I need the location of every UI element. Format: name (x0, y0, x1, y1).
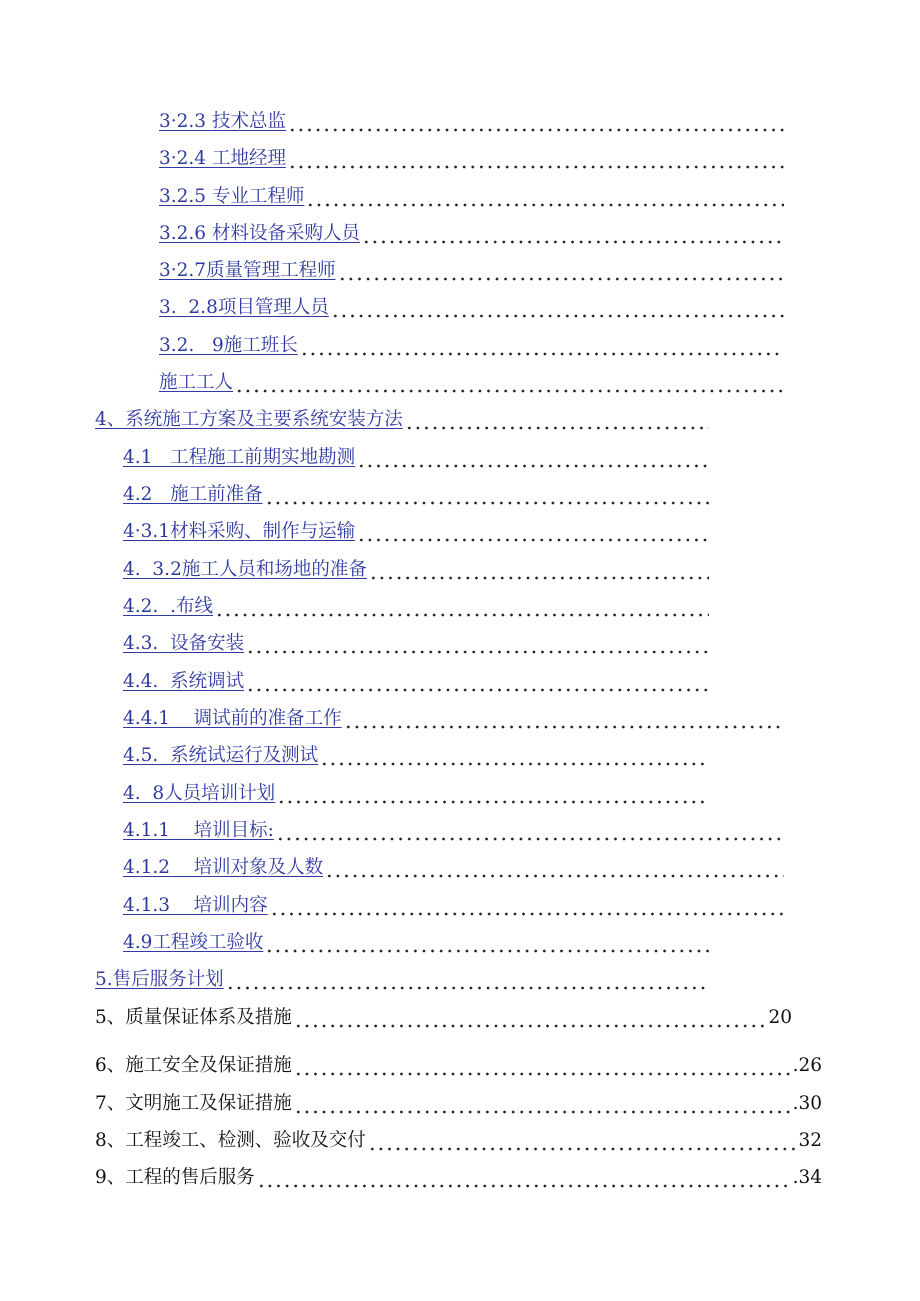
toc-dot-leader (257, 1166, 791, 1190)
toc-entry-label[interactable]: 5.售后服务计划 (95, 969, 224, 990)
toc-dot-leader (344, 707, 784, 731)
toc-dot-leader (294, 1054, 791, 1078)
toc-entry[interactable] (159, 106, 786, 134)
toc-entry[interactable] (123, 815, 786, 843)
toc-entry-label[interactable]: 4·3.1材料采购、制作与运输 (123, 521, 356, 542)
toc-entry-label[interactable]: 3·2.4 工地经理 (159, 148, 286, 169)
toc-dot-leader (357, 446, 709, 470)
toc-dot-leader (368, 1129, 797, 1153)
toc-entry-label[interactable]: 4. 8人员培训计划 (123, 783, 276, 804)
toc-dot-leader (288, 110, 784, 134)
toc-entry[interactable] (159, 292, 786, 320)
toc-entry[interactable] (123, 666, 711, 694)
toc-entry (95, 1088, 822, 1116)
toc-dot-leader (300, 334, 784, 358)
toc-dot-leader (331, 296, 784, 320)
toc-entry[interactable] (159, 143, 786, 171)
toc-entry[interactable] (159, 255, 786, 283)
toc-entry (95, 1002, 792, 1030)
toc-entry-label: 9、工程的售后服务 (95, 1167, 255, 1188)
toc-entry-label: 7、文明施工及保证措施 (95, 1093, 292, 1114)
toc-entry-label[interactable]: 4.4. 系统调试 (123, 671, 245, 692)
toc-entry[interactable] (95, 404, 711, 432)
toc-entry[interactable] (123, 890, 786, 918)
toc-entry-label[interactable]: 3. 2.8项目管理人员 (159, 297, 329, 318)
toc-entry[interactable] (159, 181, 786, 209)
toc-dot-leader (357, 520, 709, 544)
toc-entry[interactable] (123, 628, 711, 656)
toc-entry-label[interactable]: 4.1.3 培训内容 (123, 895, 268, 916)
toc-dot-leader (405, 408, 709, 432)
toc-dot-leader (320, 744, 709, 768)
toc-dot-leader (226, 968, 709, 992)
toc-entry-label[interactable]: 4.1.2 培训对象及人数 (123, 857, 324, 878)
toc-entry-label[interactable]: 4.2 施工前准备 (123, 484, 263, 505)
toc-dot-leader (246, 670, 709, 694)
toc-entry-page-number: .34 (792, 1167, 822, 1188)
toc-entry[interactable] (159, 330, 786, 358)
toc-dot-leader (369, 558, 709, 582)
toc-entry-label[interactable]: 3.2.5 专业工程师 (159, 186, 305, 207)
toc-entry-label[interactable]: 3·2.3 技术总监 (159, 111, 286, 132)
toc-entry[interactable] (123, 740, 711, 768)
toc-entry[interactable] (159, 218, 786, 246)
toc-entry[interactable] (123, 516, 711, 544)
toc-dot-leader (338, 259, 784, 283)
toc-dot-leader (235, 371, 784, 395)
toc-entry-label[interactable]: 4.9工程竣工验收 (123, 932, 264, 953)
toc-dot-leader (265, 931, 709, 955)
toc-dot-leader (215, 595, 709, 619)
toc-entry-label[interactable]: 4、系统施工方案及主要系统安装方法 (95, 409, 403, 430)
toc-entry[interactable] (123, 591, 711, 619)
toc-entry[interactable] (123, 554, 711, 582)
toc-dot-leader (306, 185, 784, 209)
toc-dot-leader (270, 894, 784, 918)
toc-entry-label[interactable]: 4.4.1 调试前的准备工作 (123, 708, 342, 729)
toc-dot-leader (265, 483, 709, 507)
toc-entry[interactable] (159, 367, 786, 395)
toc-entry[interactable] (123, 442, 711, 470)
toc-dot-leader (294, 1092, 791, 1116)
toc-entry-page-number: 32 (798, 1130, 822, 1151)
toc-entry-label[interactable]: 4.3. 设备安装 (123, 633, 245, 654)
toc-entry-label: 8、工程竣工、检测、验收及交付 (95, 1130, 366, 1151)
toc-dot-leader (294, 1006, 767, 1030)
toc-entry-label[interactable]: 施工工人 (159, 372, 234, 393)
toc-entry (95, 1050, 822, 1078)
toc-entry-label[interactable]: 4.1.1 培训目标: (123, 820, 274, 841)
toc-entry[interactable] (123, 852, 786, 880)
toc-entry-label[interactable]: 4.2. .布线 (123, 596, 213, 617)
toc-entry-label[interactable]: 3.2.6 材料设备采购人员 (159, 223, 360, 244)
toc-dot-leader (362, 222, 784, 246)
toc-entry-label[interactable]: 3·2.7质量管理工程师 (159, 260, 336, 281)
toc-entry-label[interactable]: 4.5. 系统试运行及测试 (123, 745, 319, 766)
toc-entry-label[interactable]: 4. 3.2施工人员和场地的准备 (123, 559, 367, 580)
toc-entry[interactable] (123, 479, 711, 507)
toc-entry[interactable] (123, 703, 786, 731)
toc-entry-label: 6、施工安全及保证措施 (95, 1055, 292, 1076)
toc-dot-leader (276, 819, 784, 843)
toc-dot-leader (277, 782, 709, 806)
toc-dot-leader (288, 147, 784, 171)
toc-entry[interactable] (123, 778, 711, 806)
toc-entry-label: 5、质量保证体系及措施 (95, 1007, 292, 1028)
toc-entry-page-number: 20 (768, 1007, 792, 1028)
toc-dot-leader (325, 856, 784, 880)
toc-dot-leader (246, 632, 709, 656)
toc-entry[interactable] (95, 964, 711, 992)
toc-entry (95, 1162, 822, 1190)
toc-entry (95, 1125, 822, 1153)
toc-entry-label[interactable]: 3.2. 9施工班长 (159, 335, 298, 356)
toc-entry-label[interactable]: 4.1 工程施工前期实地勘测 (123, 447, 356, 468)
toc-entry-page-number: .30 (792, 1093, 822, 1114)
toc-entry[interactable] (123, 927, 711, 955)
toc-entry-page-number: .26 (792, 1055, 822, 1076)
